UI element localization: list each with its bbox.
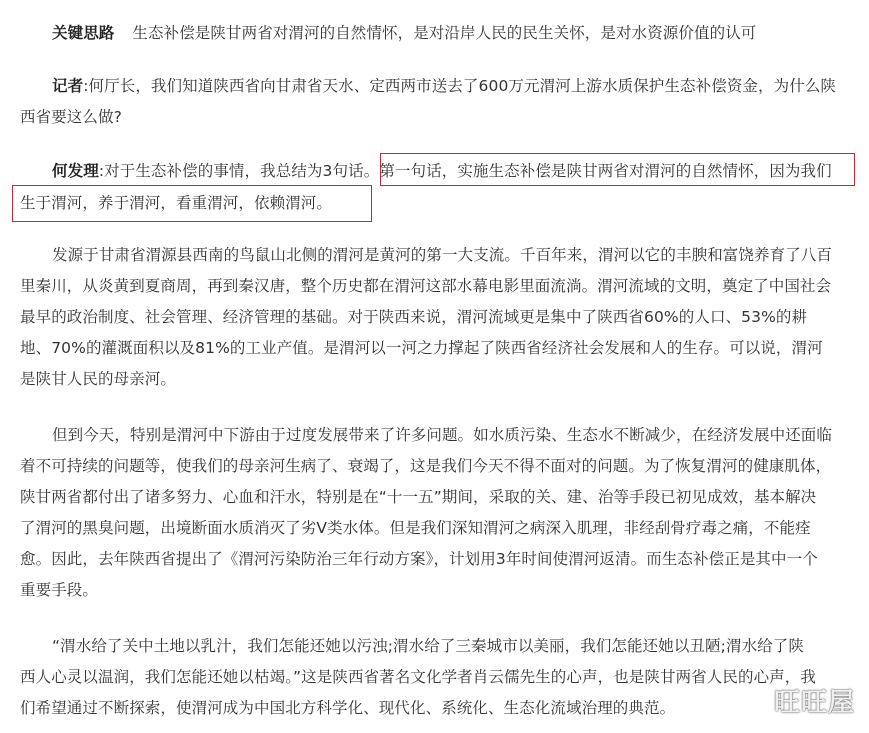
para6-line-2: 西人心灵以温润，我们怎能还她以枯竭。”这是陕西省著名文化学者肖云儒先生的心声，也是陕甘两省人民的心声，我	[20, 668, 816, 686]
para6-line-3: 们希望通过不断探索，使渭河成为中国北方科学化、现代化、系统化、生态化流域治理的典范。	[20, 699, 676, 717]
answer-label: 何发理	[52, 162, 99, 180]
para4-line-5: 是陕甘人民的母亲河。	[20, 370, 177, 388]
answer-line-1	[52, 160, 832, 182]
reporter-line-1	[52, 75, 836, 97]
para5-line-5: 愈。因此，去年陕西省提出了《渭河污染防治三年行动方案》，计划用3年时间使渭河返清。而生态补偿正是其中一个	[20, 550, 818, 568]
para4-line-2: 里秦川，从炎黄到夏商周，再到秦汉唐，整个历史都在渭河这部水幕电影里面流淌。渭河流域的文明，奠定了中国社会	[20, 277, 832, 295]
para4-line-1: 发源于甘肃省渭源县西南的鸟鼠山北侧的渭河是黄河的第一大支流。千百年来，渭河以它的丰腴和富饶养育了八百	[52, 246, 833, 264]
para4-line-4: 地、70%的灌溉面积以及81%的工业产值。是渭河以一河之力撑起了陕西省经济社会发展和人的生存。可以说，渭河	[20, 339, 823, 357]
answer-intro: :对于生态补偿的事情，我总结为3句话。	[98, 162, 380, 180]
para5-line-3: 陕甘两省都付出了诸多努力、心血和汗水，特别是在“十一五”期间，采取的关、建、治等手段已初见成效，基本解决	[20, 488, 817, 506]
para6-line-1: “渭水给了关中土地以乳汁，我们怎能还她以污浊;渭水给了三秦城市以美丽，我们怎能还她以丑陋;渭水给了陕	[52, 637, 804, 655]
key-idea-label: 关键思路	[52, 24, 115, 42]
reporter-line-2: 西省要这么做?	[20, 108, 122, 126]
para5-line-6: 重要手段。	[20, 581, 99, 599]
para5-line-2: 着不可持续的问题等，使我们的母亲河生病了、衰竭了，这是我们今天不得不面对的问题。为了恢复渭河的健康肌体，	[20, 457, 832, 475]
para5-line-4: 了渭河的黑臭问题，出境断面水质消灭了劣Ⅴ类水体。但是我们深知渭河之病深入肌理，非经刮骨疗毒之痛，不能痊	[20, 519, 811, 537]
para4-line-3: 最早的政治制度、社会管理、经济管理的基础。对于陕西来说，渭河流域更是集中了陕西省60%的人口、53%的耕	[20, 308, 808, 326]
key-idea-line	[52, 22, 756, 44]
reporter-question: :何厅长，我们知道陕西省向甘肃省天水、定西两市送去了600万元渭河上游水质保护生态补偿资金，为什么陕	[83, 77, 837, 95]
answer-highlight-a: 第一句话，实施生态补偿是陕甘两省对渭河的自然情怀，因为我们	[379, 162, 832, 180]
watermark-logo: 旺旺屋	[773, 688, 855, 718]
key-idea-text: 生态补偿是陕甘两省对渭河的自然情怀，是对沿岸人民的民生关怀，是对水资源价值的认可	[132, 24, 757, 42]
para5-line-1: 但到今天，特别是渭河中下游由于过度发展带来了许多问题。如水质污染、生态水不断减少，在经济发展中还面临	[52, 426, 833, 444]
answer-line-2: 生于渭河，养于渭河，看重渭河，依赖渭河。	[20, 194, 333, 212]
reporter-label: 记者	[52, 77, 84, 95]
